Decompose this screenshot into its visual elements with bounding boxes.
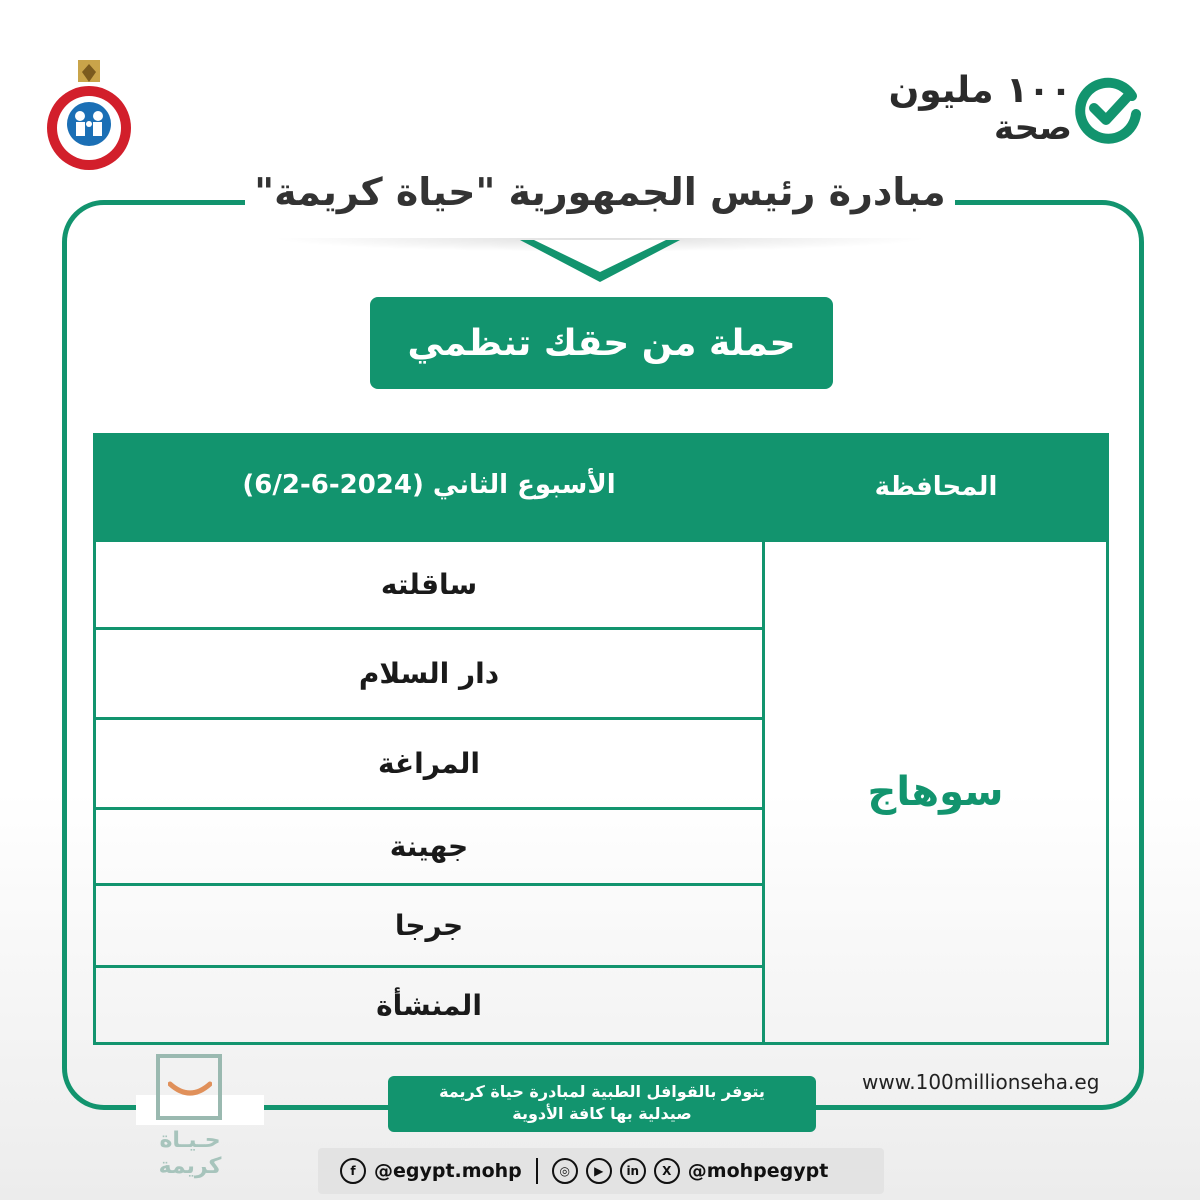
smile-icon — [168, 1080, 212, 1098]
medical-convoy-note — [388, 1076, 816, 1132]
note-line-2: صيدلية بها كافة الأدوية — [512, 1104, 692, 1123]
governorate-cell — [762, 542, 1106, 1042]
facebook-handle[interactable]: @egypt.mohp — [374, 1160, 522, 1182]
website-link[interactable]: www.100millionseha.eg — [862, 1070, 1100, 1094]
table-header — [96, 436, 1106, 542]
table-row: دار السلام — [96, 630, 762, 720]
ministry-logo — [38, 60, 140, 172]
brand-100-million-seha — [888, 70, 1152, 150]
youtube-icon[interactable]: ▶ — [586, 1158, 612, 1184]
linkedin-icon[interactable]: in — [620, 1158, 646, 1184]
x-icon[interactable]: X — [654, 1158, 680, 1184]
social-handle[interactable]: @mohpegypt — [687, 1160, 829, 1182]
check-circle-icon — [1074, 74, 1144, 144]
logo-text — [148, 1128, 232, 1180]
table-row: المراغة — [96, 720, 762, 810]
campaign-title: حملة من حقك تنظمي — [370, 297, 833, 389]
table-row: ساقلته — [96, 542, 762, 630]
note-line-1: يتوفر بالقوافل الطبية لمبادرة حياة كريمة — [439, 1082, 765, 1101]
chevron-down-icon — [520, 240, 680, 284]
governorate-name: سوهاج — [867, 769, 1004, 815]
facebook-icon[interactable]: f — [340, 1158, 366, 1184]
logo-line-2: كريمة — [158, 1154, 222, 1179]
schedule-table — [93, 433, 1109, 1045]
logo-line-1: حـيـاة — [159, 1128, 221, 1153]
hayah-karima-logo — [148, 1050, 238, 1190]
main-title: مبادرة رئيس الجمهورية "حياة كريمة" — [254, 170, 946, 214]
table-row: جهينة — [96, 810, 762, 886]
table-row: جرجا — [96, 886, 762, 968]
instagram-icon[interactable]: ◎ — [552, 1158, 578, 1184]
divider — [536, 1158, 538, 1184]
brand-line-1: ١٠٠ مليون — [888, 70, 1072, 111]
table-row: المنشأة — [376, 988, 482, 1022]
brand-line-2: صحة — [994, 108, 1072, 148]
social-bar — [318, 1148, 884, 1194]
header-governorate: المحافظة — [874, 472, 998, 502]
header-week: الأسبوع الثاني (2024-6-6/2) — [242, 470, 616, 500]
